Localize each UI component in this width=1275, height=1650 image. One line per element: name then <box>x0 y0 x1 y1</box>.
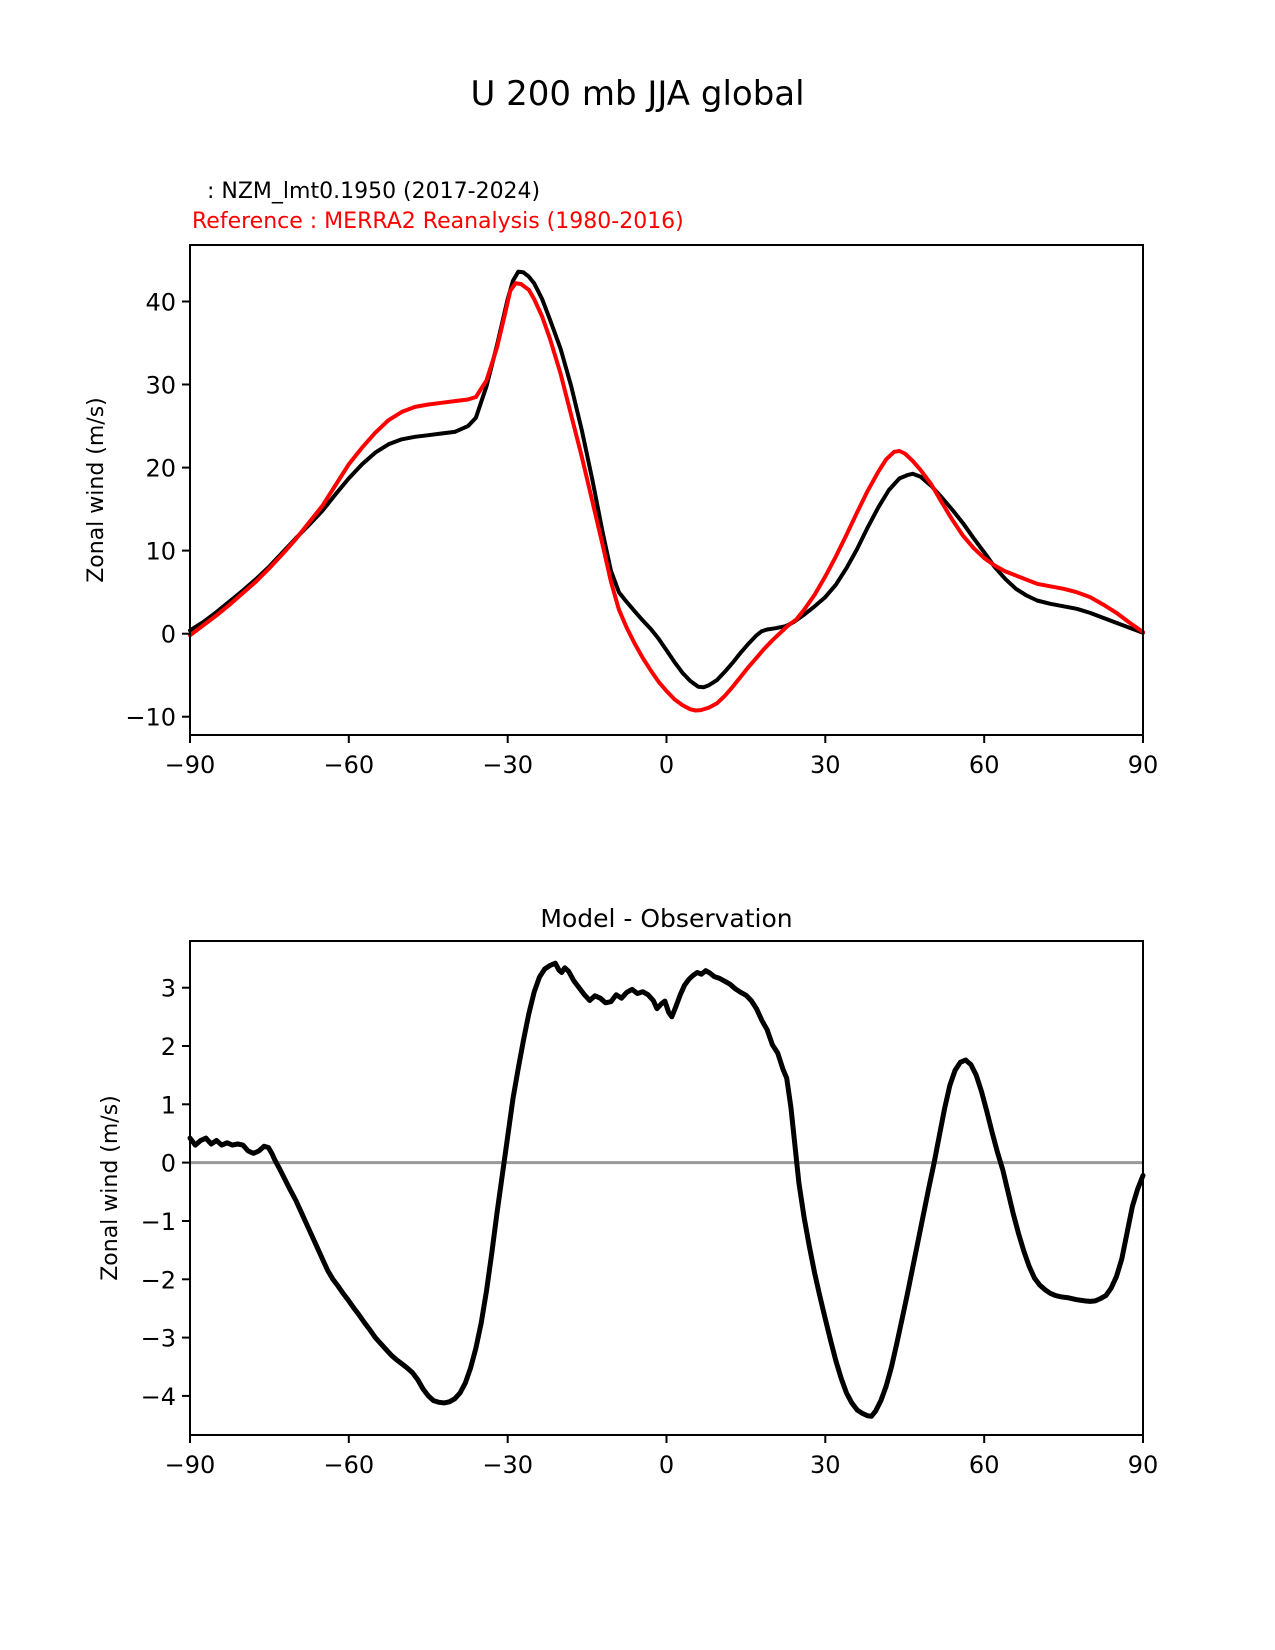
svg-text:−30: −30 <box>482 751 534 779</box>
svg-text:−4: −4 <box>140 1382 176 1411</box>
svg-text:−1: −1 <box>140 1208 176 1236</box>
figure-title: U 200 mb JJA global <box>470 74 805 114</box>
top-plot-zonal-wind <box>84 245 1158 779</box>
svg-text:60: 60 <box>968 1451 1000 1479</box>
bottom-plot-model-minus-observation <box>98 904 1158 1479</box>
svg-text:0: 0 <box>160 1149 176 1178</box>
svg-text:1: 1 <box>160 1091 176 1120</box>
legend-reference-entry: Reference : MERRA2 Reanalysis (1980-2016) <box>192 209 684 234</box>
svg-text:10: 10 <box>145 537 176 566</box>
svg-text:90: 90 <box>1127 1451 1159 1479</box>
svg-text:30: 30 <box>810 751 841 779</box>
svg-text:30: 30 <box>810 1451 841 1479</box>
svg-text:−60: −60 <box>323 1451 375 1479</box>
svg-text:−90: −90 <box>164 751 216 779</box>
svg-text:−30: −30 <box>482 1451 534 1479</box>
svg-text:2: 2 <box>160 1033 176 1061</box>
svg-text:Model - Observation: Model - Observation <box>540 904 793 933</box>
svg-text:40: 40 <box>145 288 176 317</box>
svg-text:0: 0 <box>658 1451 675 1479</box>
svg-text:−60: −60 <box>323 751 375 779</box>
svg-text:3: 3 <box>160 974 176 1003</box>
svg-text:60: 60 <box>968 751 1000 779</box>
svg-text:−3: −3 <box>140 1324 176 1353</box>
svg-text:Zonal wind (m/s): Zonal wind (m/s) <box>84 397 109 583</box>
svg-text:−10: −10 <box>125 703 176 732</box>
svg-text:Zonal wind (m/s): Zonal wind (m/s) <box>98 1095 123 1281</box>
svg-text:90: 90 <box>1127 751 1159 779</box>
svg-text:−90: −90 <box>164 1451 216 1479</box>
svg-text:20: 20 <box>145 454 176 483</box>
svg-text:30: 30 <box>145 371 176 400</box>
svg-text:0: 0 <box>160 620 176 649</box>
svg-text:0: 0 <box>658 751 675 779</box>
svg-text:−2: −2 <box>140 1266 176 1295</box>
legend-model-entry: : NZM_lmt0.1950 (2017-2024) <box>207 179 541 204</box>
